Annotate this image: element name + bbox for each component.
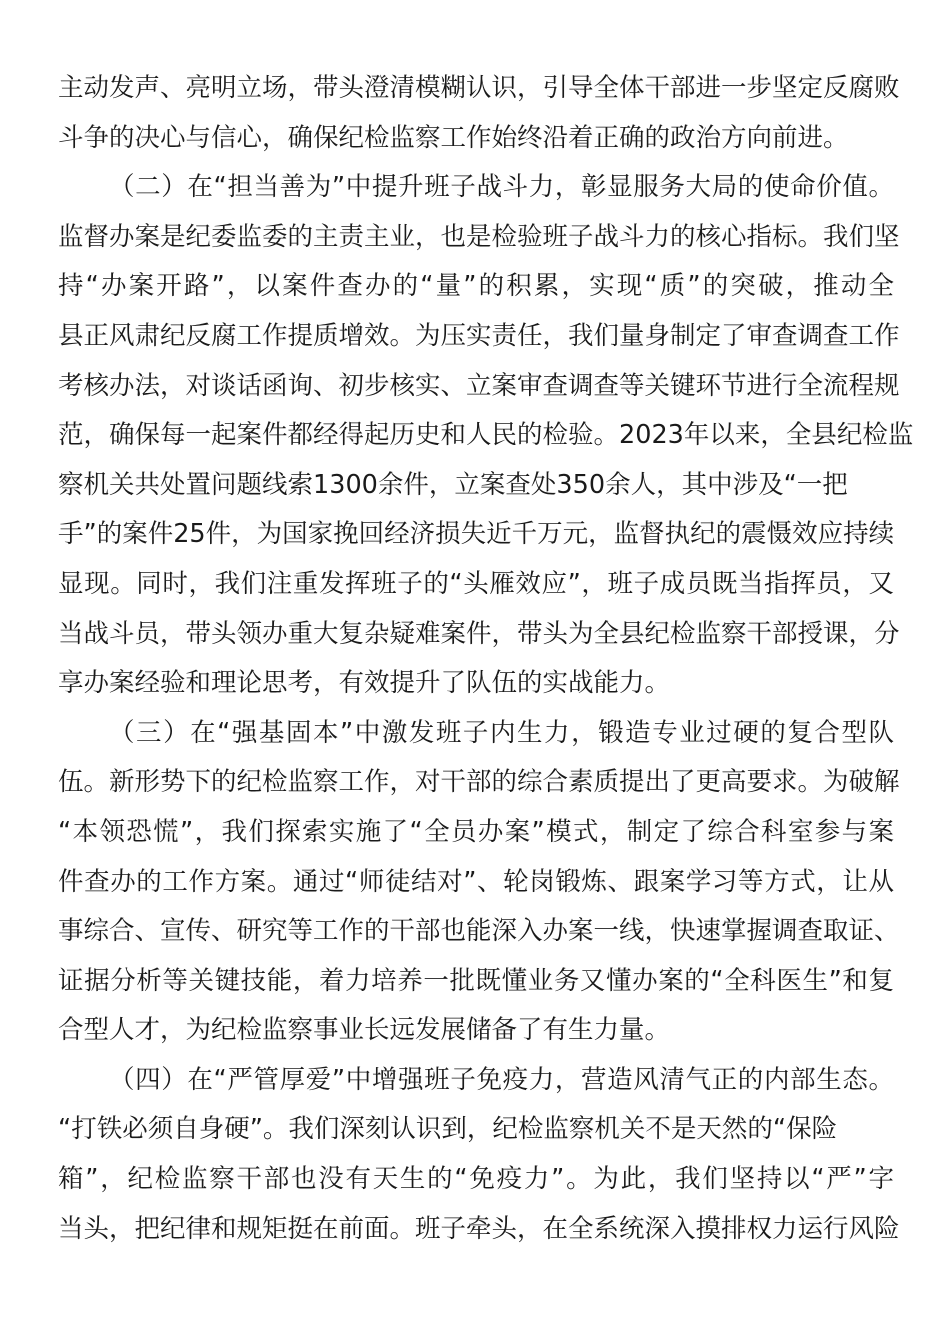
document-line: 监督办案是纪委监委的主责主业，也是检验班子战斗力的核心指标。我们坚 xyxy=(58,221,900,252)
document-line: 当战斗员，带头领办重大复杂疑难案件，带头为全县纪检监察干部授课，分 xyxy=(58,618,900,649)
document-line: 显现。同时，我们注重发挥班子的“头雁效应”，班子成员既当指挥员，又 xyxy=(58,568,894,599)
document-line: 斗争的决心与信心，确保纪检监察工作始终沿着正确的政治方向前进。 xyxy=(58,122,849,153)
document-line: 伍。新形势下的纪检监察工作，对干部的综合素质提出了更高要求。为破解 xyxy=(58,767,900,798)
document-line: 事综合、宣传、研究等工作的干部也能深入办案一线，快速掌握调查取证、 xyxy=(58,916,900,947)
document-body xyxy=(58,64,914,1254)
document-line: 箱”，纪检监察干部也没有天生的“免疫力”。为此，我们坚持以“严”字 xyxy=(58,1164,894,1195)
document-line: 考核办法，对谈话函询、初步核实、立案审查调查等关键环节进行全流程规 xyxy=(58,370,900,401)
document-line: “本领恐慌”，我们探索实施了“全员办案”模式，制定了综合科室参与案 xyxy=(58,816,894,847)
document-line: （四）在“严管厚爱”中增强班子免疫力，营造风清气正的内部生态。 xyxy=(109,1064,894,1095)
document-line: 察机关共处置问题线索1300余件，立案查处350余人，其中涉及“一把 xyxy=(58,469,848,500)
document-line: （三）在“强基固本”中激发班子内生力，锻造专业过硬的复合型队 xyxy=(109,717,894,748)
document-line: （二）在“担当善为”中提升班子战斗力，彰显服务大局的使命价值。 xyxy=(109,172,894,203)
document-line: 手”的案件25件，为国家挽回经济损失近千万元，监督执纪的震慑效应持续 xyxy=(58,519,895,550)
document-line: 件查办的工作方案。通过“师徒结对”、轮岗锻炼、跟案学习等方式，让从 xyxy=(58,866,894,897)
document-line: 合型人才，为纪检监察事业长远发展储备了有生力量。 xyxy=(58,1015,671,1046)
document-line: “打铁必须自身硬”。我们深刻认识到，纪检监察机关不是天然的“保险 xyxy=(58,1114,838,1145)
document-line: 当头，把纪律和规矩挺在前面。班子牵头，在全系统深入摸排权力运行风险 xyxy=(58,1213,900,1244)
document-line: 证据分析等关键技能，着力培养一批既懂业务又懂办案的“全科医生”和复 xyxy=(58,965,894,996)
document-line: 持“办案开路”，以案件查办的“量”的积累，实现“质”的突破，推动全 xyxy=(58,271,894,302)
document-line: 县正风肃纪反腐工作提质增效。为压实责任，我们量身制定了审查调查工作 xyxy=(58,320,900,351)
document-line: 范，确保每一起案件都经得起历史和人民的检验。2023年以来，全县纪检监 xyxy=(58,420,914,451)
document-line: 享办案经验和理论思考，有效提升了队伍的实战能力。 xyxy=(58,668,671,699)
document-line: 主动发声、亮明立场，带头澄清模糊认识，引导全体干部进一步坚定反腐败 xyxy=(58,73,900,103)
